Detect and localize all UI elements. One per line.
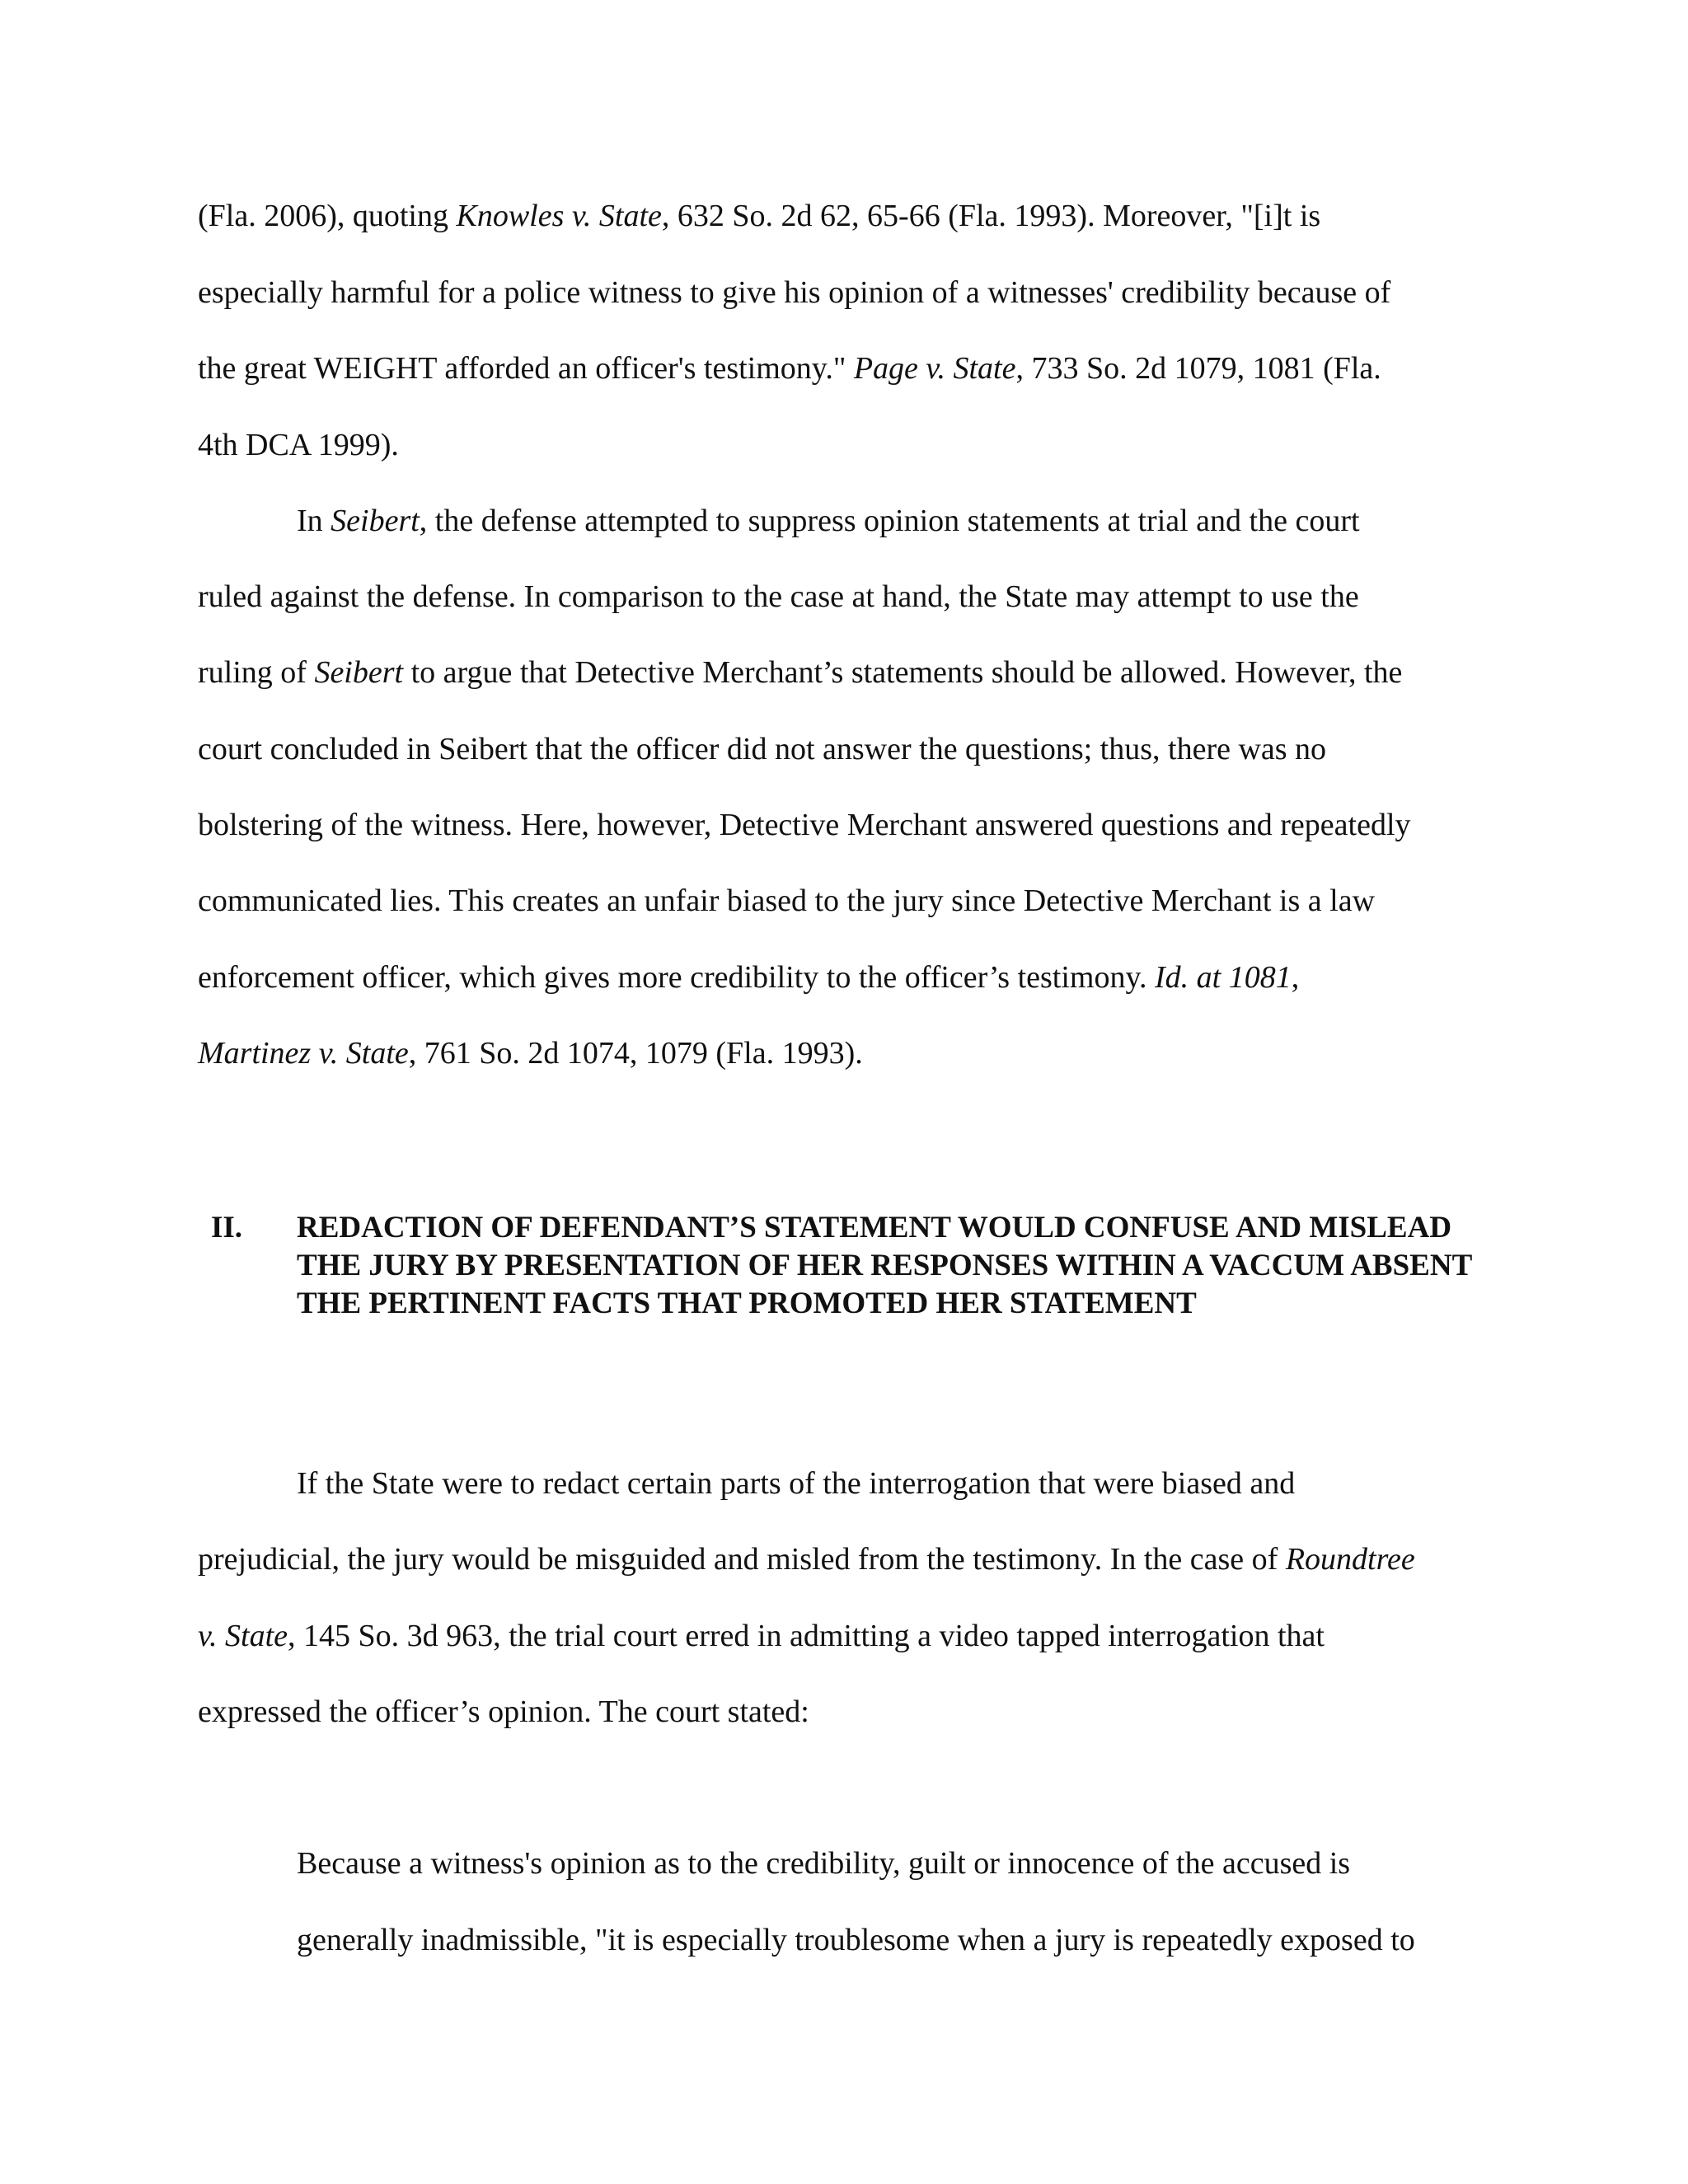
case-citation: Knowles v. State [456,199,662,233]
text: ruled against the defense. In comparison to the case at hand, the State may attempt to use the [198,579,1359,614]
paragraph-line [198,277,1390,308]
text: , 733 So. 2d 1079, 1081 (Fla. [1015,351,1381,386]
text: expressed the officer’s opinion. The court stated: [198,1694,809,1729]
text: , the defense attempted to suppress opinion statements at trial and the court [419,504,1360,538]
text: court concluded in Seibert that the officer did not answer the questions; thus, there was no [198,732,1327,766]
paragraph-line [198,1620,1325,1652]
text: (Fla. 2006), quoting [198,199,457,233]
case-citation: Page v. State [853,351,1016,386]
paragraph-line [297,1468,1295,1499]
paragraph-line [198,657,1402,688]
paragraph-line [198,962,1299,993]
text: ruling of [198,655,315,690]
paragraph-line [198,200,1320,232]
text: communicated lies. This creates an unfair biased to the jury since Detective Merchant is a law [198,883,1376,918]
text: 4th DCA 1999). [198,428,399,462]
text: bolstering of the witness. Here, however, Detective Merchant answered questions and repeatedly [198,808,1411,842]
paragraph-line [198,1696,809,1727]
text: In [297,504,331,538]
paragraph-line [198,429,399,461]
case-citation: v. State [198,1619,288,1653]
text: , 632 So. 2d 62, 65-66 (Fla. 1993). Moreover, "[i]t is [661,199,1321,233]
section-heading: REDACTION OF DEFENDANT’S STATEMENT WOULD CONFUSE AND MISLEAD THE JURY BY PRESENTATION OF HER RESPONSES WITHIN A VACCUM ABSENT THE PERTINENT FACTS THAT PROMOTED HER STATEMENT [297,1211,1472,1320]
paragraph-line [198,1544,1415,1575]
text: enforcement officer, which gives more credibility to the officer’s testimony. [198,960,1155,995]
text: prejudicial, the jury would be misguided and misled from the testimony. In the case of [198,1542,1286,1577]
text: , [1291,960,1300,995]
block-quote-line [297,1848,1350,1879]
section-number: II. [211,1211,243,1244]
case-citation: Id. at 1081 [1155,960,1292,995]
case-citation: Seibert [314,655,404,690]
paragraph-line [198,581,1359,612]
paragraph-line [297,505,1360,537]
case-citation: Martinez v. State [198,1036,409,1071]
text: , 145 So. 3d 963, the trial court erred in admitting a video tapped interrogation that [288,1619,1325,1653]
text: If the State were to redact certain parts of the interrogation that were biased and [297,1466,1296,1501]
paragraph-line [198,1038,863,1069]
paragraph-line [198,353,1381,384]
case-citation: Roundtree [1285,1542,1415,1577]
text: the great WEIGHT afforded an officer's testimony." [198,351,854,386]
text: Because a witness's opinion as to the credibility, guilt or innocence of the accused is [297,1846,1351,1881]
text: , 761 So. 2d 1074, 1079 (Fla. 1993). [408,1036,863,1071]
text: to argue that Detective Merchant’s statements should be allowed. However, the [403,655,1403,690]
paragraph-line [198,885,1375,916]
text: especially harmful for a police witness to give his opinion of a witnesses' credibility because of [198,275,1391,310]
paragraph-line [198,809,1411,841]
block-quote-line [297,1924,1415,1956]
paragraph-line [198,733,1326,765]
text: generally inadmissible, "it is especially troublesome when a jury is repeatedly exposed to [297,1923,1415,1957]
case-citation: Seibert [331,504,420,538]
